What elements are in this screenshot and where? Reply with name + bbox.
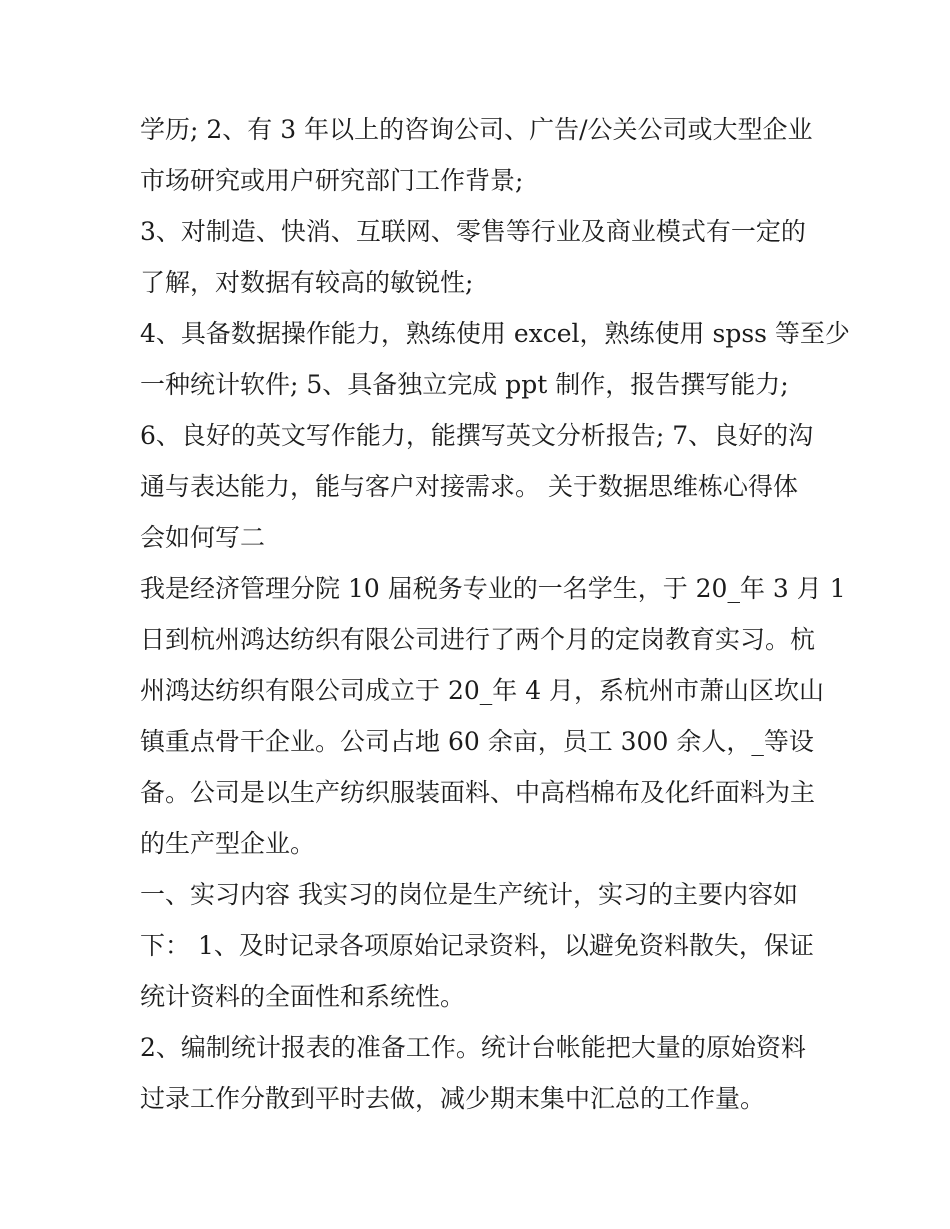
text-line: 通与表达能力，能与客户对接需求。 关于数据思维栋心得体 — [140, 472, 798, 501]
text-line: 过录工作分散到平时去做，减少期末集中汇总的工作量。 — [140, 1084, 766, 1113]
text-line: 4、具备数据操作能力，熟练使用 excel，熟练使用 spss 等至少 — [140, 319, 850, 348]
text-line: 市场研究或用户研究部门工作背景; — [140, 166, 524, 195]
text-line: 日到杭州鸿达纺织有限公司进行了两个月的定岗教育实习。杭 — [140, 625, 816, 654]
text-line: 备。公司是以生产纺织服装面料、中高档棉布及化纤面料为主 — [140, 778, 816, 807]
text-line: 下： 1、及时记录各项原始记录资料，以避免资料散失，保证 — [140, 931, 814, 960]
text-line: 我是经济管理分院 10 届税务专业的一名学生，于 20_年 3 月 1 — [140, 574, 846, 603]
text-line: 2、编制统计报表的准备工作。统计台帐能把大量的原始资料 — [140, 1033, 806, 1062]
text-line: 了解，对数据有较高的敏锐性; — [140, 268, 474, 297]
text-line: 州鸿达纺织有限公司成立于 20_年 4 月，系杭州市萧山区坎山 — [140, 676, 825, 705]
text-line: 会如何写二 — [140, 523, 266, 552]
text-line: 的生产型企业。 — [140, 829, 316, 858]
text-line: 学历; 2、有 3 年以上的咨询公司、广告/公关公司或大型企业 — [140, 115, 813, 144]
text-line: 3、对制造、快消、互联网、零售等行业及商业模式有一定的 — [140, 217, 806, 246]
text-line: 一、实习内容 我实习的岗位是生产统计，实习的主要内容如 — [140, 880, 798, 909]
text-line: 一种统计软件; 5、具备独立完成 ppt 制作，报告撰写能力; — [140, 370, 789, 399]
text-line: 6、良好的英文写作能力，能撰写英文分析报告; 7、良好的沟 — [140, 421, 814, 450]
document-body — [140, 104, 850, 1124]
text-line: 统计资料的全面性和系统性。 — [140, 982, 466, 1011]
text-line: 镇重点骨干企业。公司占地 60 余亩，员工 300 余人，_等设 — [140, 727, 814, 756]
